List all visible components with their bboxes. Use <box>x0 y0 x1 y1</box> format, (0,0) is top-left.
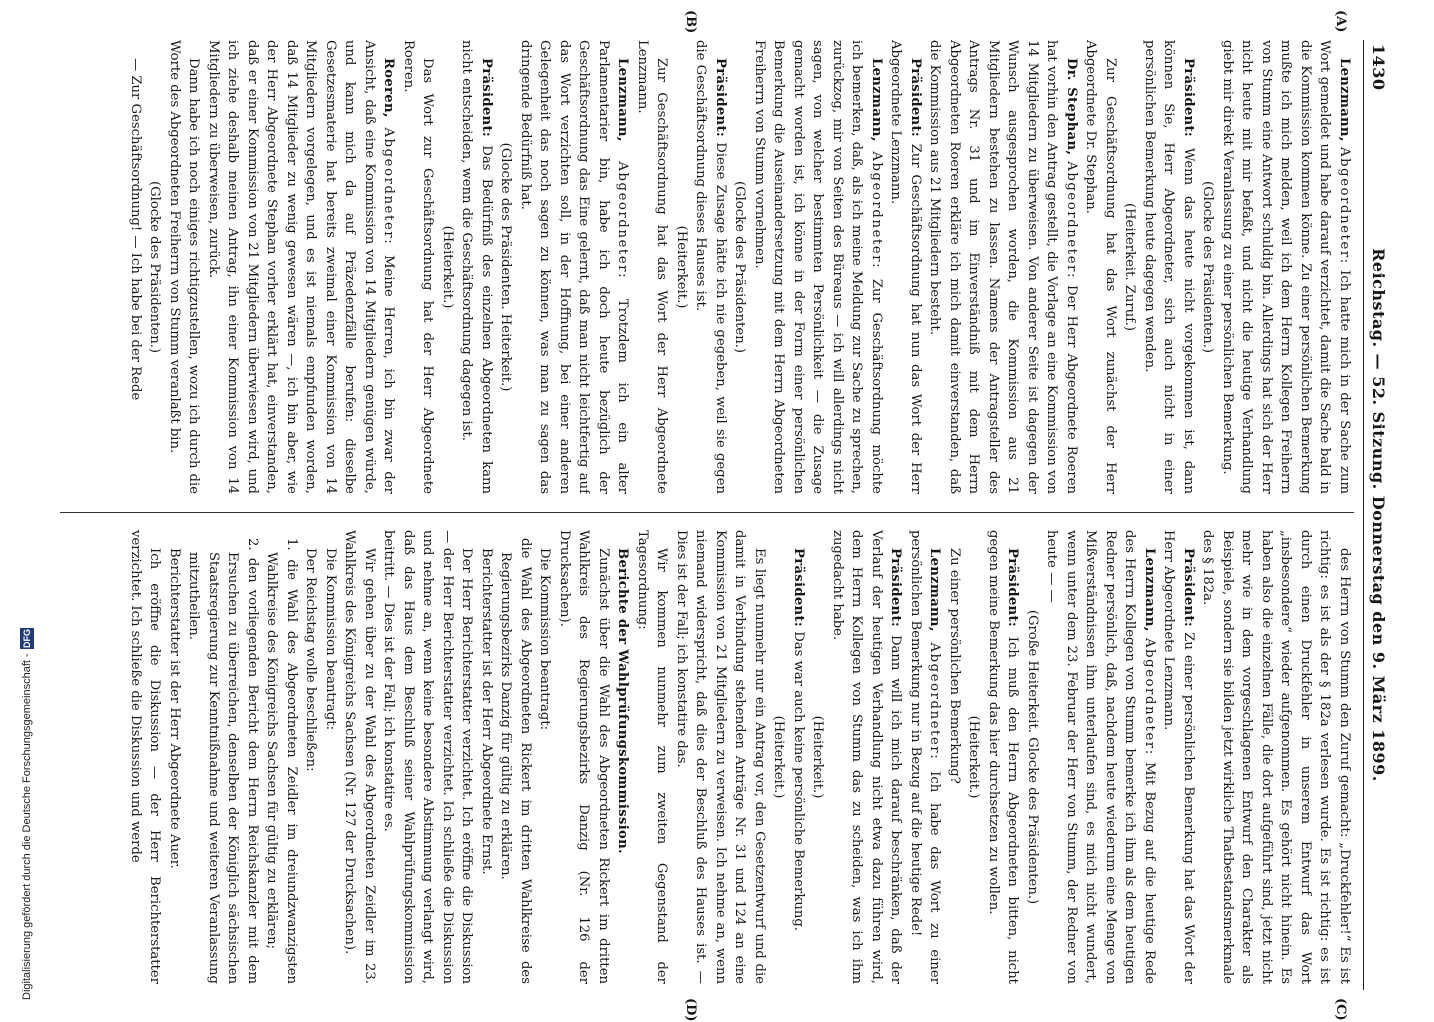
speaker-role: Abgeordneter: <box>1064 161 1079 280</box>
paragraph <box>691 40 730 494</box>
stage-direction: (Glocke des Präsidenten.) <box>1200 180 1216 354</box>
stage-direction: (Heiterkeit.) <box>966 715 982 799</box>
paragraph <box>633 530 672 984</box>
speech-text: Ich habe das Wort zu einer persönlichen Bemerkung nur in Bezug auf die heutige Rede! <box>908 530 943 984</box>
paragraph <box>945 530 965 984</box>
speech-text: Dann will ich mich darauf beschränken, daß der Verlauf der heutigen Verhandlung nicht etwa dazu führen wird, dem Herrn Kollegen von Stumm das zu scheiden, was ich ihm zugedacht habe. <box>830 530 904 984</box>
paragraph <box>535 530 555 984</box>
paragraph <box>672 530 770 984</box>
paragraph <box>906 530 945 984</box>
speech-text: Meine Herren, ich bin zwar der Ansicht, daß eine Kommission von 14 Mitgliedern genügen würde, und kann mich da auf Präzedenzfälle berufen: dieselbe Gesetzesmaterie hat bereits zweimal einer Kommission von 14 Mitgliedern vorgelegen, und es ist niemals empfunden worden, daß 14 Mitglieder zu wenig gewesen wären —, ich bin aber, wie der Herr Abgeordnete Stephan vorher erklärt hat, einverstanden, daß er einer Kommission von 21 Mitgliedern überwiesen wird, und ich ziehe deshalb meinen Antrag, ihn einer Kommission von 14 Mitgliedern zu überweisen, zurück. <box>206 40 397 494</box>
page-header <box>1363 40 1390 990</box>
speech-text: Zur Geschäftsordnung hat nun das Wort der Herr Abgeordnete Lenzmann. <box>888 40 923 494</box>
paragraph <box>555 530 614 984</box>
page-title: Reichstag. — 52. Sitzung. Donnerstag den 9. März 1899. <box>1369 248 1388 782</box>
speech-text: Mit Bezug auf die heutige Rede des Herrn Kollegen von Stumm bemerke ich ihm als dem heutigen Redner persönlich, daß, nachdem heute wiederum eine Menge von Mißverständnissen ihm unterlaufen sind, es mich nicht wundert, wenn unter dem 23. Februar der Herr von Stumm, der Redner von heute — — <box>1044 530 1157 984</box>
margin-mark-b: (B) <box>683 10 698 34</box>
motion-item: die Wahl des Abgeordneten Rickert im dritten Wahlkreise des Regierungsbezirks Danzig für gültig zu erklären. <box>498 538 533 984</box>
paragraph <box>340 530 379 984</box>
speaker-name: Lenzmann, <box>1337 58 1352 142</box>
margin-mark-a: (A) <box>1333 10 1348 33</box>
speaker-name: Dr. Stephan, <box>1064 58 1079 156</box>
speech-text: Dann habe ich noch einiges richtigzustellen, wozu ich durch die Worte des Abgeordneten Freiherrn von Stumm veranlaßt bin. <box>167 40 202 494</box>
speech-text: Wir kommen nunmehr zum zweiten Gegenstand der Tagesordnung: <box>635 530 670 984</box>
speech-text: — Zur Geschäftsordnung! — Ich habe bei der Rede <box>128 58 143 401</box>
margin-mark-c: (C) <box>1333 998 1348 1021</box>
paragraph <box>516 40 633 494</box>
stage-direction: (Glocke des Präsidenten.) <box>147 180 163 354</box>
speaker-name: Präsident: <box>1181 548 1196 628</box>
paragraph <box>1159 530 1198 984</box>
paragraph <box>457 40 496 494</box>
paragraph <box>984 530 1023 984</box>
stage-direction: (Heiterkeit.) <box>810 715 826 799</box>
stage-direction: (Heiterkeit.) <box>674 225 689 309</box>
paragraph <box>828 530 906 984</box>
speaker-name: Roeren, <box>381 58 397 118</box>
stage-direction: (Heiterkeit.) <box>440 225 455 309</box>
paragraph <box>165 40 204 494</box>
paragraph <box>477 530 497 984</box>
speaker-name: Lenzmann, <box>927 548 943 632</box>
speaker-role: Abgeordneter: <box>381 127 397 246</box>
paragraph <box>789 530 809 984</box>
speaker-role: Abgeordneter: <box>869 151 884 270</box>
speech-text: Ich eröffne die Diskussion — der Herr Berichterstatter verzichtet. Ich schließe die Diskussion und werde <box>128 530 163 984</box>
speech-text: Berichterstatter ist der Herr Abgeordnete Auer. <box>167 548 182 869</box>
speaker-name: Lenzmann, <box>1142 548 1157 632</box>
paragraph <box>126 530 165 984</box>
speech-text: Wir gehen über zu der Wahl des Abgeordneten Zeidler im 23. Wahlkreis des Königreichs Sachsen (Nr. 127 der Drucksachen). <box>342 530 377 984</box>
paragraph <box>886 40 925 494</box>
paragraph <box>399 40 438 494</box>
stage-direction: (Glocke des Präsidenten. Heiterkeit.) <box>498 142 514 392</box>
speech-text: Das war auch keine persönliche Bemerkung. <box>791 627 806 931</box>
speech-text: Diese Zusage hätte ich nie gegeben, weil sie gegen die Geschäftsordnung dieses Hauses ist. <box>693 40 728 494</box>
dfg-logo: DFG <box>22 629 32 649</box>
speech-text: Zu einer persönlichen Bemerkung hat das Wort der Herr Abgeordnete Lenzmann. <box>1161 530 1196 984</box>
paragraph <box>379 530 477 984</box>
paragraph <box>301 530 321 984</box>
speaker-name: Präsident: <box>908 58 923 138</box>
paragraph <box>925 40 1081 494</box>
speech-text: Das Wort zur Geschäftsordnung hat der Herr Abgeordnete Roeren. <box>401 40 436 494</box>
paragraph <box>1042 530 1159 984</box>
speech-text: Zur Geschäftsordnung möchte ich bemerken, daß, als ich meine Meldung zur Sache zu sprechen, zurückzog, mir von Seiten des Büreaus — ich will allerdings nicht sagen, von welcher bestimmten Persönlichkeit — die Zusage gemacht worden ist, ich könne in der Form einer persönlichen Bemerkung die Auseinandersetzung mit dem Herrn Abgeordneten Freiherrn von Stumm vornehmen. <box>752 40 884 494</box>
margin-mark-d: (D) <box>683 998 698 1022</box>
speaker-name: Präsident: <box>791 548 806 628</box>
right-column <box>60 530 1354 984</box>
digitization-credit <box>20 0 34 1000</box>
speaker-name: Präsident: <box>888 548 904 628</box>
speech-text: Zur Geschäftsordnung hat das Wort zunächst der Herr Abgeordnete Dr. Stephan. <box>1083 40 1118 494</box>
paragraph <box>613 530 633 984</box>
speech-text: Zur Geschäftsordnung hat das Wort der Herr Abgeordnete Lenzmann. <box>635 40 670 494</box>
speech-text: Der Herr Berichterstatter verzichtet. Ich eröffne die Diskussion — der Herr Berichterstatter verzichtet. Ich schließe die Diskussion und nehme an, wenn keine besondere Abstimmung verlangt wird, daß das Haus dem Beschluß seiner Wahlprüfungskommission beitritt. — Dies ist der Fall; ich konstatire es. <box>381 530 475 984</box>
speaker-name: Lenzmann, <box>615 58 631 142</box>
speaker-name: Präsident: <box>479 58 494 138</box>
left-column <box>60 40 1354 494</box>
document-page <box>60 10 1390 1022</box>
speaker-name: Präsident: <box>713 58 728 138</box>
paragraph <box>750 40 887 494</box>
paragraph <box>204 40 399 494</box>
speech-text: des Herrn von Stumm den Zuruf gemacht: „Druckfehler!“ Es ist richtig: es ist als der § 182a verlesen wurde. Es ist richtig: es ist durch einen Druckfehler in unserem Entwurf das Wort „insbesondere“ wieder aufgenommen. Es gehört nicht hinein. Es haben also die einzelnen Fälle, die dort aufgeführt sind, jetzt nicht mehr wie in dem vorgeschlagenen Entwurf den Charakter als Beispiele, sondern sie bilden jetzt wirkliche Thatbestandsmerkmale des § 182a. <box>1200 530 1352 984</box>
speech-text: Der Herr Abgeordnete Roeren hat vorhin den Antrag gestellt, die Vorlage an eine Kommission von 14 Mitgliedern zu überweisen. Von anderer Seite ist dagegen der Wunsch ausgesprochen worden, die Kommission aus 21 Mitgliedern bestehen zu lassen. Namens der Antragsteller des Antrags Nr. 31 und im Einverständniß mit dem Herrn Abgeordneten Roeren erkläre ich mich damit einverstanden, daß die Kommission aus 21 Mitgliedern besteht. <box>927 40 1079 494</box>
speech-text: Berichterstatter ist der Herr Abgeordnete Ernst. <box>479 548 494 875</box>
stage-direction: (Heiterkeit.) <box>771 715 787 799</box>
speech-text: Trotzdem ich ein alter Parlamentarier bin, habe ich doch heute bezüglich der Geschäftsordnung das Eine gelernt, daß man nicht leichtfertig auf das Wort verzichten soll, in der Hoffnung, bei einer anderen Gelegenheit das noch sagen zu können, was man zu sagen das dringende Bedürfniß hat. <box>518 40 631 494</box>
paragraph <box>1140 40 1199 494</box>
speech-text: Das Bedürfniß des einzelnen Abgeordneten kann nicht entscheiden, wenn die Geschäftsordnung dagegen ist. <box>459 40 494 494</box>
stage-direction: (Heiterkeit. Zuruf.) <box>1122 203 1138 331</box>
speaker-name: Lenzmann, <box>869 58 884 142</box>
page-number: 1430 <box>1369 44 1388 91</box>
speech-text: Es liegt nunmehr nur ein Antrag vor, den Gesetzentwurf und die damit in Verbindung stehenden Anträge Nr. 31 und 124 an eine Kommission von 21 Mitgliedern zu verweisen. Ich nehme an, wenn niemand widerspricht, daß dies der Beschluß des Hauses ist. — Dies ist der Fall; ich konstatire das. <box>674 530 767 984</box>
paragraph <box>1198 530 1354 984</box>
paragraph <box>633 40 672 494</box>
paragraph <box>321 530 341 984</box>
speech-text: Der Reichstag wolle beschließen: <box>303 548 319 772</box>
speech-text: Die Kommission beantragt: <box>537 548 553 731</box>
speech-text: Wenn das heute nicht vorgekommen ist, dann können Sie, Herr Abgeordneter, sich auch nicht in einer persönlichen Bemerkung heute dagegen wenden. <box>1142 40 1196 494</box>
speech-text: Zu einer persönlichen Bemerkung? <box>947 548 962 784</box>
speaker-name: Berichte der Wahlprüfungskommission. <box>615 548 631 854</box>
stage-direction: (Große Heiterkeit. Glocke des Präsidenten.) <box>1025 609 1040 905</box>
speaker-name: Präsident: <box>1005 548 1021 628</box>
motion-item: 1. die Wahl des Abgeordneten Zeidler im dreiundzwanzigsten Wahlkreise des Königreichs Sachsen für gültig zu erklären; <box>264 538 299 984</box>
column-divider <box>60 512 1354 513</box>
speech-text: Die Kommission beantragt: <box>323 548 338 731</box>
speech-text: Ich muß den Herrn Abgeordneten bitten, nicht gegen meine Bemerkung das hier durchsetzen zu wollen. <box>986 530 1021 984</box>
speech-text: Zunächst über die Wahl des Abgeordneten Rickert im dritten Wahlkreis des Regierungsbezirks Danzig (Nr. 126 der Drucksachen). <box>557 530 611 984</box>
speech-text: Ich hatte mich in der Sache zum Wort gemeldet und habe darauf verzichtet, damit die Sache bald in die Kommission kommen könne. Zu einer persönlichen Bemerkung mußte ich mich melden, weil ich dem Herrn Kollegen Freiherrn von Stumm eine Antwort schuldig bin. Allerdings hat sich der Herr nicht heute mit mir befaßt, und nicht die heutige Verhandlung giebt mir direkt Veranlassung zu einer persönlichen Bemerkung. <box>1220 40 1352 494</box>
paragraph <box>165 530 185 984</box>
speaker-name: Präsident: <box>1181 58 1196 138</box>
paragraph <box>126 40 146 494</box>
stage-direction: (Glocke des Präsidenten.) <box>732 180 748 354</box>
credit-text: Digitalisierung gefördert durch die Deutsche Forschungsgemeinschaft - <box>21 653 33 1000</box>
paragraph <box>1218 40 1355 494</box>
speaker-role: Abgeordneter: <box>1337 147 1352 265</box>
motion-item: 2. den vorliegenden Bericht dem Herrn Reichskanzler mit dem Ersuchen zu überreichen, denselben der Königlich sächsischen Staatsregierung zur Kenntnißnahme und weiteren Veranlassung mitzutheilen. <box>186 538 260 984</box>
speaker-role: Abgeordneter: <box>1142 637 1157 756</box>
speaker-role: Abgeordneter: <box>927 642 943 761</box>
speaker-role: Abgeordneter: <box>615 161 631 280</box>
paragraph <box>1081 40 1120 494</box>
